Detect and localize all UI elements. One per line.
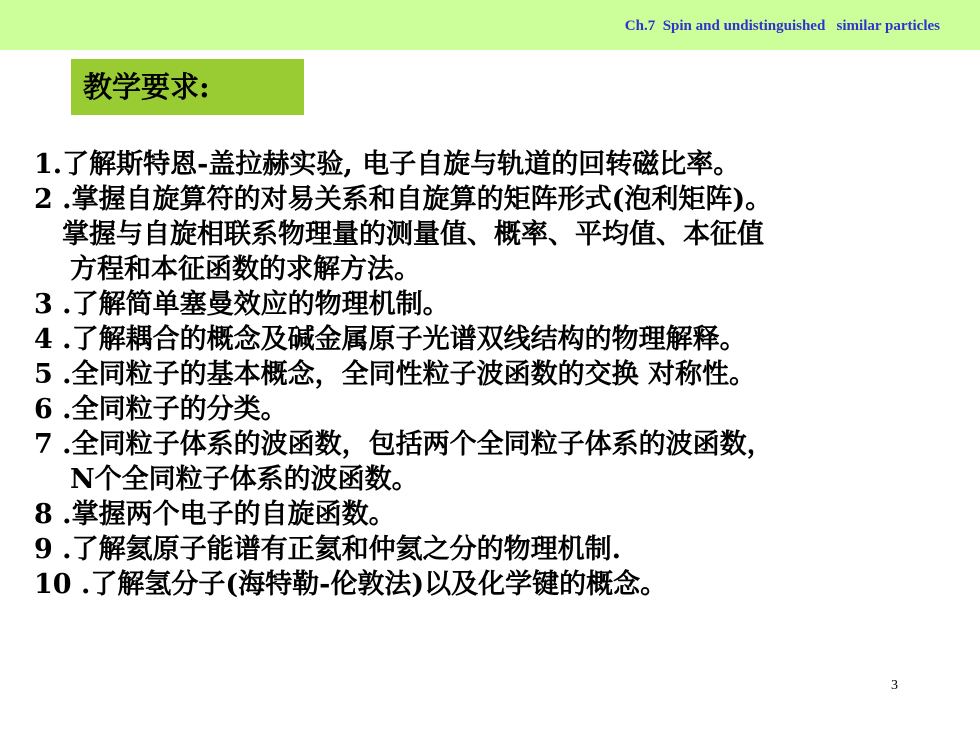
requirement-item-2-cont-2: 方程和本征函数的求解方法。: [70, 254, 421, 285]
requirement-item-7-cont: N个全同粒子体系的波函数。: [70, 464, 419, 495]
requirement-item-2-cont-1: 掌握与自旋相联系物理量的测量值、概率、平均值、本征值: [62, 219, 764, 250]
requirement-item-4: 4 .了解耦合的概念及碱金属原子光谱双线结构的物理解释。: [34, 324, 747, 355]
section-title-box: [71, 59, 304, 115]
requirement-item-9: 9 .了解氦原子能谱有正氦和仲氦之分的物理机制.: [34, 534, 621, 565]
requirement-item-10: 10 .了解氢分子(海特勒-伦敦法)以及化学键的概念。: [34, 569, 668, 600]
section-title: 教学要求:: [83, 69, 210, 104]
chapter-title: Ch.7 Spin and undistinguished similar particles: [624, 18, 940, 34]
requirement-item-1: 1.了解斯特恩-盖拉赫实验, 电子自旋与轨道的回转磁比率。: [34, 149, 741, 180]
page-number: 3: [891, 678, 898, 693]
header-bar: [0, 0, 980, 50]
requirement-item-2: 2 .掌握自旋算符的对易关系和自旋算的矩阵形式(泡利矩阵)。: [34, 184, 773, 215]
requirement-item-5: 5 .全同粒子的基本概念，全同性粒子波函数的交换 对称性。: [34, 359, 756, 390]
requirement-item-8: 8 .掌握两个电子的自旋函数。: [34, 499, 396, 530]
requirement-item-3: 3 .了解简单塞曼效应的物理机制。: [34, 289, 450, 320]
requirements-list: [34, 147, 954, 602]
requirement-item-7: 7 .全同粒子体系的波函数，包括两个全同粒子体系的波函数，: [34, 429, 774, 460]
requirement-item-6: 6 .全同粒子的分类。: [34, 394, 288, 425]
